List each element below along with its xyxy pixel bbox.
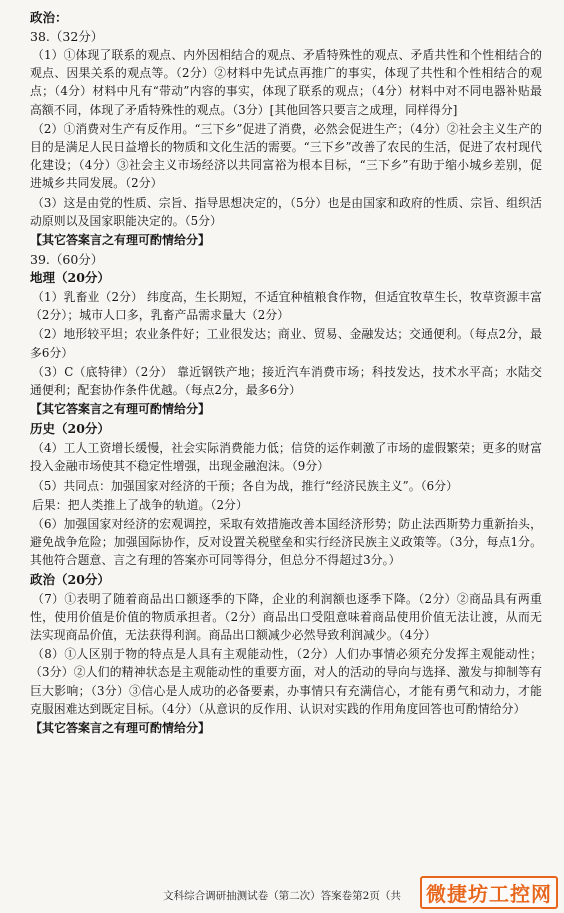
pol-part7-answer: （7）①表明了随着商品出口额逐季的下降，企业的利润额也逐季下降。（2分）②商品具有两重性，使用价值是价值的物质承担者。（2分）商品出口受阻意味着商品使用价值无法让渡，从而无法实现商品价值，无法获得利润。商品出口额减少必然导致利润减少。（4分）	[30, 591, 542, 643]
site-watermark-logo	[420, 876, 558, 909]
question-39-number: 39.（60分）	[30, 252, 104, 268]
question-38-number: 38.（32分）	[30, 29, 104, 44]
pol-part8-answer: （8）①人区别于物的特点是人具有主观能动性，（2分）人们办事情必须充分发挥主观能动性；（3分）②人们的精神状态是主观能动性的重要方面，对人的活动的导向与选择、激发与抑制等有巨大影响；（3分）③信心是人成功的必备要素，办事情只有充满信心，才能有勇气和动力，才能克服困难达到既定目标。（4分）（从意识的反作用、认识对实践的作用角度回答也可酌情给分）	[30, 647, 542, 716]
hist-part6-answer: （6）加强国家对经济的宏观调控，采取有效措施改善本国经济形势；防止法西斯势力重新抬头，避免战争危险；加强国际协作，反对设置关税壁垒和实行经济民族主义政策等。（3分，每点1分。其他符合题意、言之有理的答案亦可同等得分，但总分不得超过3分。）	[30, 517, 542, 568]
q38-part1-answer: （1）①体现了联系的观点、内外因相结合的观点、矛盾特殊性的观点、矛盾共性和个性相结合的观点、因果关系的观点等。（2分）②材料中先试点再推广的事实，体现了共性和个性相结合的观点；（4分）材料中凡有“带动”内容的事实，体现了联系的观点；（4分）材料中对不同电器补贴最高额不同，体现了矛盾特殊性的观点。（3分）[其他回答只要言之成理，同样得分]	[30, 48, 542, 117]
section-heading-politics: 政治：	[30, 10, 68, 25]
hist-part5-common-points: （5）共同点：加强国家对经济的干预；各自为战，推行“经济民族主义”。（6分）	[32, 478, 459, 493]
section-heading-politics-2: 政治（20分）	[30, 571, 110, 587]
q38-scoring-note: 【其它答案言之有理可酌情给分】	[30, 233, 211, 248]
q38-part2-answer: （2）①消费对生产有反作用。“三下乡”促进了消费，必然会促进生产；（4分）②社会主义生产的目的是满足人民日益增长的物质和文化生活的需要。“三下乡”改善了农民的生活，促进了农村现代化建设；（4分）③社会主义市场经济以共同富裕为根本目标，“三下乡”有助于缩小城乡差别，促进城乡共同发展。（2分）	[30, 121, 542, 191]
q38-part3-answer: （3）这是由党的性质、宗旨、指导思想决定的，（5分）也是由国家和政府的性质、宗旨、组织活动原则以及国家职能决定的。（5分）	[30, 195, 542, 228]
geo-part2-answer: （2）地形较平坦；农业条件好；工业很发达；商业、贸易、金融发达；交通便利。（每点2分，最多6分）	[30, 327, 542, 360]
section-heading-geography: 地理（20分）	[30, 270, 110, 286]
geo-scoring-note: 【其它答案言之有理可酌情给分】	[30, 402, 211, 417]
section-heading-history: 历史（20分）	[30, 421, 110, 437]
page-footer: 文科综合调研抽测试卷（第二次）答案卷第2页（共	[163, 890, 401, 902]
hist-part5-consequence: 后果：把人类推上了战争的轨道。（2分）	[32, 497, 248, 512]
hist-part4-answer: （4）工人工资增长缓慢，社会实际消费能力低；信贷的运作刺激了市场的虚假繁荣；更多的财富投入金融市场使其不稳定性增强，出现金融泡沫。（9分）	[30, 441, 542, 474]
geo-part3-answer: （3）C（底特律）（2分） 靠近钢铁产地；接近汽车消费市场；科技发达，技术水平高；水陆交通便利；配套协作条件优越。（每点2分，最多6分）	[30, 364, 542, 398]
pol-scoring-note: 【其它答案言之有理可酌情给分】	[30, 721, 211, 736]
geo-part1-answer: （1）乳畜业（2分） 纬度高，生长期短，不适宜种植粮食作物，但适宜牧草生长，牧草资源丰富（2分）；城市人口多，乳畜产品需求量大（2分）	[30, 290, 542, 323]
watermark-text: 微捷坊工控网	[420, 876, 558, 909]
